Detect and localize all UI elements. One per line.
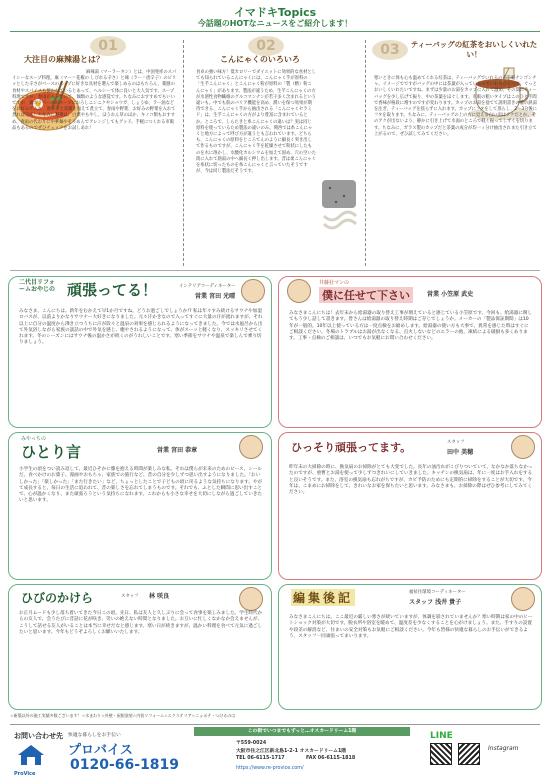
panel-3-badge: みやっちの xyxy=(21,436,47,442)
panel-daily-fragments xyxy=(8,584,272,710)
panel-6-person: スタッフ 浅井 貴子 xyxy=(409,599,462,606)
website-link[interactable]: https://www.re-provice.com/ xyxy=(236,766,304,771)
address: 大阪市住之江区新北島1-2-1 オスカードリーム1階 xyxy=(236,749,347,754)
avatar-4 xyxy=(511,435,535,459)
topic-column-2 xyxy=(190,36,360,268)
panel-5-person: 林 咲良 xyxy=(149,593,170,600)
topic-body-2: 食卓の強い味方！低カロリーでダイエットに効果的な食材としても知られているこんにゃくには、こんにゃく芋が原料の「生芋こんにゃく」とこんにゃく粉が原料の「製（精）粉こんにゃく」があります。製法が違うため、生芋こんにゃくの方が水溶性食物繊維のグルコマンナンが若干多く含まれるという違いも。中でも肌のバリア機能を高め、潤いを保つ効果が期待できる、こんにゃく芋から抽出される「こんにゃくセラミド」は、生芋こんにゃくの方がより豊富に含まれているとか。ところで、しらたきと糸こんにゃくの違いは？実は同じ原料を使っているため製法の違いのみ。関西では糸こんにゃくと地方によって呼び方が違うとも言われています。どちらも、こんにゃくの原料をところてんのように細長く突き出して作るものですが、こんにゃく芋を乾燥させて粉状にしたものを水に溶かし、水酸化カルシウムを加えて固め、穴の空いた筒に入れて熱湯の中へ細長く押し出します。昔は柔こんにゃくを糸状に切ったものを糸こんにゃくと言っていたそうですが、今は同じ製法だそうです。 xyxy=(196,70,316,175)
panel-4-person: 田中 美穂 xyxy=(447,449,474,456)
header-subtitle: 今話題のHOTなニュースをご紹介します！ xyxy=(197,19,353,28)
panel-6-body: みなさまこんにちは。ここ最近の厳しい寒さが続いていますが、体調を崩されていませんか？寒い時期は家の中のヒートショック対策が大切です。脱衣所や浴室を暖めて、温度差を少なくすることを心がけましょう。また、手すりの設置や段差の解消など、住まいの安全対策もお気軽にご相談ください。今年も皆様の快適な暮らしのお手伝いができるよう、スタッフ一同頑張ってまいります。 xyxy=(289,615,533,639)
konjac-icon xyxy=(318,176,360,236)
panel-2-badge: 井藤社マンの xyxy=(319,280,350,286)
panel-3-title: ひとり言 xyxy=(21,443,82,461)
topic-body-1-intro xyxy=(12,70,178,132)
phone-number[interactable]: 0120-66-1819 xyxy=(70,757,180,773)
line-qr-icon[interactable] xyxy=(430,743,452,765)
panel-1-body: みなさま、こんにちは。新年をむかえて早1か月ですね。どうお過ごしでしょうか!? 私は年々すみ続けるサウナや加湿ロバスが、以前よりかなりサウナー大好きになりました。元々汗かきなので入ってすぐに大量の汗が流れますが、それ以上に自分の温度から沸き立つうちに汗が段々と温泉の効果を感じられるようになってきました。今では水風呂から出て外気浴しながら家族の談話の中で外気を感じ、癒やされるようになって、体がスーッと軽くなり、スッキリさせてくれます。冬のシーズンにはサウナ後の温かさが続くのがうれしいことです。寒い季節をサウナや温泉で楽しんで乗り切りましょう。 xyxy=(19,309,263,346)
topic-title-3: ティーバッグの紅茶をおいしくいれたい！ xyxy=(410,40,538,59)
avatar-3 xyxy=(239,435,263,459)
topic-number-1: 01 xyxy=(90,36,126,56)
provice-logo-icon xyxy=(16,743,46,771)
panel-5-role: スタッフ xyxy=(121,594,139,599)
footer-banner: この街でいつまでもずっと…オスカードリーム1階 xyxy=(194,727,410,736)
panel-4-body: 昨年末の大掃除の時に、換気扇のお掃除がとても大変でした。長年の油汚れがこびりついていて、なかなか落ちなかったのですが、重曹とお湯を使って少しずつきれいにしていきました。キッチンの換気扇は、年に一度はお手入れをすると良いそうです。また、浴室の換気扇も忘れがちですが、カビ予防のためにも定期的に掃除をすることが大切です。今年は、こまめにお掃除をして、きれいなお家を保ちたいと思います。みなさまも、お掃除の際はぜひ参考にしてみてください。 xyxy=(289,465,533,496)
topic-number-3: 03 xyxy=(372,40,408,60)
panel-4-title: ひっそり頑張ってます。 xyxy=(291,441,412,454)
topic-column-3 xyxy=(370,36,542,268)
panel-5-body: お正月ムードも少し落ち着いてきた今日この頃。先日、私は友人と久しぶりに会って食事を楽しみました。学生時代からの友人で、会うたびに昔話に花が咲き、笑いの絶えない時間となりました。お互いに忙しくなかなか会えませんが、こうして話せる友人がいることは本当に幸せだなと感じます。寒い日が続きますが、温かい料理を食べて元気に過ごしたいと思います。今年もどうぞよろしくお願いいたします。 xyxy=(19,611,263,635)
topic-title-2: こんにゃくのいろいろ xyxy=(220,55,300,64)
fax: FAX 06-6115-1818 xyxy=(306,756,356,761)
header-divider xyxy=(10,31,540,32)
panel-3-person: 営業 宮田 恭章 xyxy=(157,447,198,454)
column-divider-2 xyxy=(365,40,366,266)
panel-4-role: スタッフ xyxy=(447,440,465,445)
column-divider-1 xyxy=(183,40,184,266)
panel-2-body: みなさまこんにちは！去年末から給湯器の取り替え工事が増えていると感じている小笠原です。今回も、給湯器に関してもう少し話して書きます。皆さんは給湯器の取り替え時期はご存じでしょうか。メーカーの「製品保証期間」は10年が一般的。10年以上使っている方は一度点検をお勧めします。給湯器の使い方も大事で、異常を感じた時はすぐにご相談ください。冬場のトラブルはお湯が出なくなる、点火しないなどのエラーの他、凍結による破損も多くあります。工事・点検のご相談は、いつでもお気軽にお問い合わせください。 xyxy=(289,311,533,342)
avatar-6 xyxy=(511,587,535,611)
instagram-label[interactable]: Instagram xyxy=(488,745,519,752)
topic-column-1 xyxy=(10,36,180,268)
line-label[interactable]: LINE xyxy=(430,731,453,741)
panel-1-title: 頑張ってる！ xyxy=(67,281,158,299)
topic-body-3: 寒いときに体も心も温めてくれる紅茶は、ティーバッグでいれるのが手軽ナンゴンチャ。イメージでですがバッグの中には茶葉が入っているのでいれ方ひとつで、ぐっとおいしくいれたいですね。まずは少量のお湯をカップに入れて温め、その間にティーバッグを少し広げて振り、中の茶葉をほぐします。市販の粗いタイプはこのひと手間で香味が格段に増すのですが変わります。カップのお湯を捨てて説明書きの量の熱湯を注ぎ、ティーバッグを揺らずに入れます。カップにフタをして蒸らし、2～3分後にフタを取ります。ちなみに、ティーバッグの上の方に見える白い泪はアクだとか。そのアクが出ないよう、静かに引き上げて水面のところで軽く振ってしずくを切ります。ちなみに、ガラス製のカップだと茶葉の成分が均一ィ分け抽出されまた引き立て上がるので、ぜひ試してみてください。 xyxy=(374,76,538,137)
topics-bottom-divider xyxy=(10,270,540,271)
panel-leave-it-to-me xyxy=(278,276,542,428)
panel-reform-oyaji xyxy=(8,276,272,428)
panel-2-person: 営業 小笠原 武史 xyxy=(427,291,474,298)
panel-6-title: 編集後記 xyxy=(293,591,354,605)
services-legend: ☆新築以外の施工実績多数ございます！☆水まわり☆外壁・屋根塗装☆内装リフォーム☆エクステリア☆ニョポテ・つけるのは xyxy=(10,713,236,718)
brand-sub: ProVice xyxy=(14,771,36,777)
panel-2-title: 僕に任せて下さい xyxy=(319,287,413,303)
zip-code: 〒559-0024 xyxy=(236,741,267,746)
footer xyxy=(10,724,540,776)
brand-name: プロバイス xyxy=(68,743,133,758)
panel-5-title: ひびのかけら xyxy=(21,591,94,605)
panel-3-body: 小学生の頃をつい読み返して、最近ひそかに膝を抱える時間が楽しみな私。それは僕らが未来のためのピース、シールだ。食べかけのお菓子、漫画やおもちゃ、家族での旅行など、昔の自分を少しずつ思い出すようになりました。「おいしかった」「楽しかった」「また行きたい」など、ちょっとしたことで子どもの頃に戻るような気持ちになります。やがて成長すると、毎日の生活に追われて、昔の楽しさを忘れてしまうものです。それでも、ふとした瞬間に思い出すことで、心が温かくなり、また頑張ろうという気持ちになれます。これからも小さな幸せを大切にしながら過ごしていきたいと思います。 xyxy=(19,467,263,504)
instagram-qr-icon[interactable] xyxy=(458,743,480,765)
tel[interactable]: TEL 06-6115-1717 xyxy=(236,756,285,761)
avatar-1 xyxy=(241,279,265,303)
contact-label: お問い合わせ先 xyxy=(14,732,63,740)
avatar-2 xyxy=(287,279,311,303)
panel-1-person: 営業 宮田 光晴 xyxy=(195,293,236,300)
header-title: イマドキTopics xyxy=(233,6,317,19)
panel-6-role: 福祉住環境コーディネーター xyxy=(409,590,466,595)
panel-quiet-effort xyxy=(278,432,542,580)
tagline: 快適な暮らしをお手伝い xyxy=(68,733,121,738)
topic-body-1: 麻辣湯（マーラータン）とは、中国発祥のスパイシーなスープ料理。麻（マー＝花椒の しびれる辛さ）と辣（ラー＝唐辛子）のピリッとした辛さがベースのスープに好きな具材を選んで楽しめるのはもちろん、薬膳の食材やスパイスも使われているとあって、ヘルシーで体に良いと大人気です。スープ料理ですが、春雨が入っていて、麺類のような感覚です。ちなみにおすすめでもいいですが、鍋ガラベースのスープにおろしニンニクやショウガ、しょうゆ、ラー油などをお好みで入れ、唐辛子と花椒を加えて煮立て、春雨や野菜、お好みの野菜を入れて煮れば完成！ちなみに野菜は、白菜やもやし、ほうれん草のほか、キノコ類もおすすめ。春雨の代わりに中華麺やそうめんでアレンジしてもグッド。手軽につくれる市販品もあるのでぜひチェックをお試しあれ！ xyxy=(12,70,177,131)
panel-1-role: インテリアコーディネーター xyxy=(179,284,236,289)
panel-editors-note xyxy=(278,584,542,710)
panel-1-badge: 二代目リフォームおやじの xyxy=(19,279,56,293)
avatar-5 xyxy=(239,587,263,611)
panel-monologue xyxy=(8,432,272,580)
topic-title-1: 大注目の麻辣湯とは？ xyxy=(24,55,104,64)
topic-number-2: 02 xyxy=(248,36,284,56)
